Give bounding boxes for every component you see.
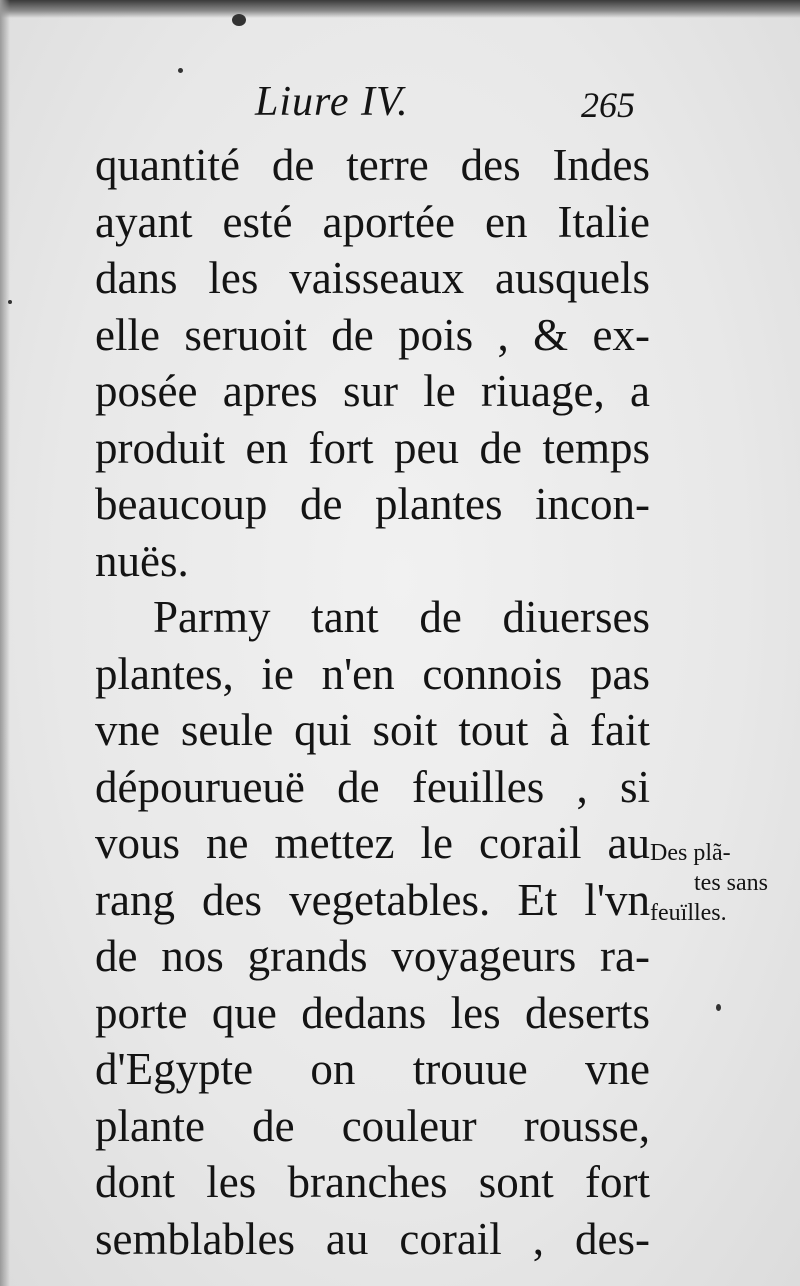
text-line: plante de couleur rousse, xyxy=(95,1100,650,1151)
text-line: ayant esté aportée en Italie xyxy=(95,196,650,247)
margin-note xyxy=(650,838,768,928)
text-line: posée apres sur le riuage, a xyxy=(95,366,650,416)
text-line: plantes, ie n'en connois pas xyxy=(95,648,650,699)
text-line: produit en fort peu de temps xyxy=(95,422,650,473)
text-line: d'Egypte on trouue vne xyxy=(95,1044,650,1094)
body-text xyxy=(95,137,650,1267)
text-line: dont les branches sont fort xyxy=(95,1157,650,1207)
text-line: rang des vegetables. Et l'vn xyxy=(95,874,650,925)
margin-note-line: feuïlles. xyxy=(650,900,727,926)
page-top-edge xyxy=(0,0,800,18)
text-line: quantité de terre des Indes xyxy=(95,140,650,190)
ink-speck xyxy=(716,1004,721,1011)
text-line: de nos grands voyageurs ra- xyxy=(95,931,650,981)
ink-speck xyxy=(8,300,12,304)
ink-speck xyxy=(232,14,246,26)
text-line: nuës. xyxy=(95,535,189,586)
margin-note-line: Des plã- xyxy=(650,840,731,866)
text-line: semblables au corail , des- xyxy=(95,1213,650,1264)
text-line: elle seruoit de pois , & ex- xyxy=(95,309,650,360)
page-left-edge xyxy=(0,0,10,1286)
page-number: 265 xyxy=(581,85,635,125)
text-line: porte que dedans les deserts xyxy=(95,987,650,1038)
text-line: beaucoup de plantes incon- xyxy=(95,479,650,529)
text-line: vous ne mettez le corail au xyxy=(95,818,650,868)
text-line: Parmy tant de diuerses xyxy=(153,592,650,642)
running-head xyxy=(255,78,635,138)
margin-note-line: tes sans xyxy=(694,870,768,896)
text-line: dépourueuë de feuilles , si xyxy=(95,761,650,812)
ink-speck xyxy=(178,68,183,73)
text-line: vne seule qui soit tout à fait xyxy=(95,705,650,755)
running-head-title: Liure IV. xyxy=(255,79,409,125)
text-line: dans les vaisseaux ausquels xyxy=(95,253,650,303)
